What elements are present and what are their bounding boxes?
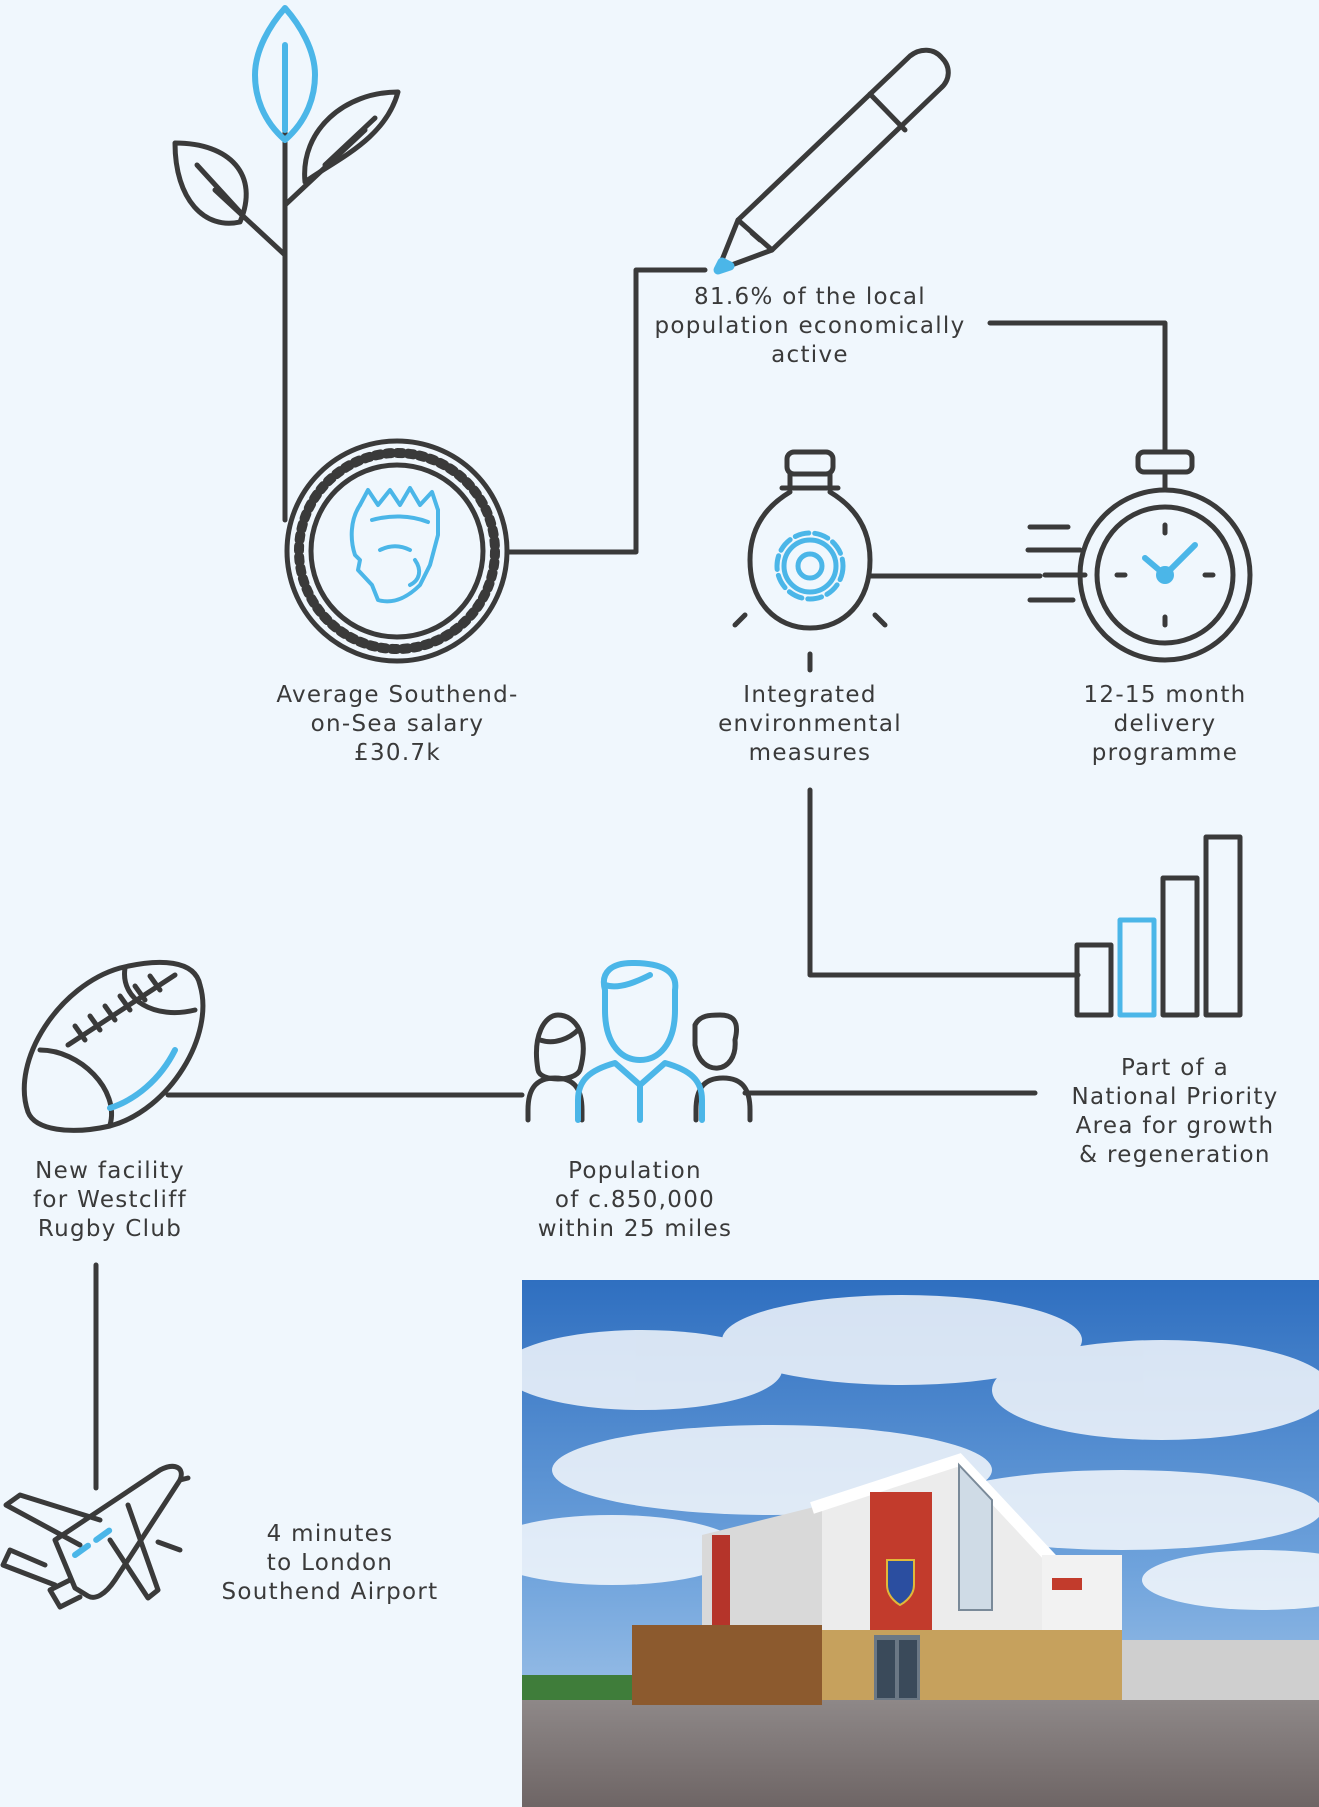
coin-icon [287, 441, 507, 661]
stopwatch-icon [1028, 452, 1250, 660]
label-airport: 4 minutes to London Southend Airport [221, 1521, 439, 1605]
label-salary: Average Southend- on-Sea salary £30.7k [276, 682, 519, 766]
pencil-icon [718, 50, 948, 270]
lightbulb-gear-icon [735, 452, 885, 670]
label-economically-active: 81.6% of the local population economically active [654, 284, 966, 368]
bar-chart-icon [1077, 837, 1240, 1015]
people-icon [528, 963, 750, 1120]
label-delivery: 12-15 month delivery programme [1083, 682, 1247, 766]
rugby-ball-icon [24, 962, 203, 1130]
rugby-clubhouse-photo [522, 1280, 1319, 1807]
label-rugby: New facility for Westcliff Rugby Club [32, 1158, 187, 1242]
label-population: Population of c.850,000 within 25 miles [537, 1158, 733, 1242]
label-environmental: Integrated environmental measures [718, 682, 902, 766]
label-priority-area: Part of a National Priority Area for growth & regeneration [1071, 1055, 1279, 1168]
